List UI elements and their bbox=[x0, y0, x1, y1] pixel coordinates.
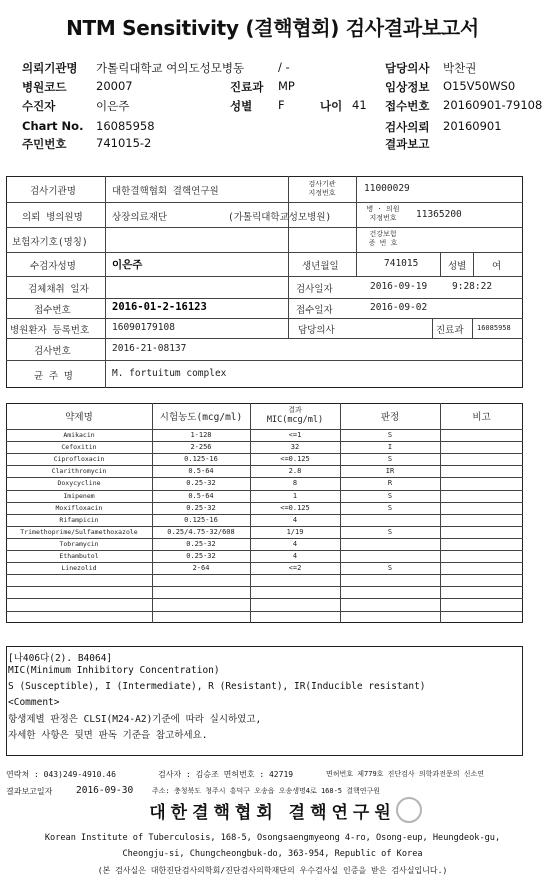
dept-value: MP bbox=[278, 79, 295, 93]
drug-row-judge: I bbox=[387, 443, 393, 452]
drug-row-mic: 4 bbox=[292, 515, 298, 524]
id-value: 741015-2 bbox=[96, 136, 152, 150]
drug-row-mic: 1/19 bbox=[286, 527, 304, 536]
chart-value: 16085958 bbox=[96, 119, 155, 133]
comment-line-5: 항생제별 판정은 CLSI(M24-A2)기준에 따라 실시하였고, bbox=[8, 714, 262, 725]
footer-report-date-label: 결과보고일자 bbox=[6, 787, 53, 796]
footer-disclaimer: (본 검사실은 대한진단검사의학회/진단검사의학재단의 우수검사실 인증을 받은 검사실입니다.) bbox=[97, 866, 448, 875]
doctor-value: 박찬권 bbox=[443, 61, 477, 75]
info-r5-label2: 검사일자 bbox=[296, 284, 333, 295]
info-r2-value-b: (가톨릭대학교성모병원) bbox=[228, 212, 332, 223]
drug-row-mic: <=0.125 bbox=[280, 455, 310, 464]
drug-row-line bbox=[6, 550, 523, 551]
clinic-label: 임상정보 bbox=[385, 80, 430, 94]
drug-row-drug: Rifampicin bbox=[59, 515, 99, 524]
info-r9-value: M. fortuitum complex bbox=[112, 368, 227, 379]
info-r2-label2b: 지정번호 bbox=[369, 214, 397, 222]
drug-header-note: 비고 bbox=[472, 412, 491, 423]
info-r7-label: 병원환자 등록번호 bbox=[10, 325, 90, 336]
doctor-label: 담당의사 bbox=[385, 61, 430, 75]
footer-examiner: 검사자 : 김승조 면허번호 : 42719 bbox=[158, 770, 294, 779]
drug-row-line bbox=[6, 453, 523, 454]
drug-row-conc: 0.25-32 bbox=[186, 479, 216, 488]
req-org-value: 가톨릭대학교 여의도성모병동 bbox=[96, 61, 245, 75]
footer-addr-en-1: Korean Institute of Tuberculosis, 168-5, Osongsaengmyeong 4-ro, Osong-eup, Heungdeok-gu, bbox=[44, 833, 501, 843]
patient-label: 수진자 bbox=[22, 99, 56, 113]
patient-value: 이은주 bbox=[96, 99, 130, 113]
drug-row-judge: S bbox=[387, 503, 393, 512]
comment-line-4: <Comment> bbox=[8, 697, 60, 708]
drug-row-line bbox=[6, 429, 523, 430]
info-r8-label: 검사번호 bbox=[34, 346, 71, 357]
req-date-value: 20160901 bbox=[443, 119, 502, 133]
drug-row-judge: IR bbox=[385, 467, 395, 476]
drug-row-drug: Doxycycline bbox=[57, 479, 101, 488]
comment-line-1: [나406다(2). B4064] bbox=[8, 653, 113, 664]
comment-line-2: MIC(Minimum Inhibitory Concentration) bbox=[8, 665, 220, 676]
drug-row-drug: Clarithromycin bbox=[51, 467, 107, 476]
comment-line-6: 자세한 사항은 뒷면 판독 기준을 참고하세요. bbox=[8, 730, 208, 741]
info-r4-label: 수검자성명 bbox=[30, 261, 76, 272]
chart-label: Chart No. bbox=[22, 119, 84, 133]
drug-row-drug: Linezolid bbox=[61, 564, 97, 573]
info-r8-value: 2016-21-08137 bbox=[112, 343, 187, 354]
info-r1-label2b: 지정번호 bbox=[308, 189, 336, 197]
drug-row-mic: 4 bbox=[292, 552, 298, 560]
drug-row-mic: <=0.125 bbox=[280, 503, 310, 512]
sex-value: F bbox=[278, 98, 285, 112]
drug-row-judge: S bbox=[387, 564, 393, 573]
footer-license: 면허번호 제779호 진단검사 의학과전문의 신소연 bbox=[326, 770, 484, 778]
info-r1-value: 대한결핵협회 결핵연구원 bbox=[112, 186, 219, 197]
age-label: 나이 bbox=[320, 99, 343, 113]
info-r4-label3: 성별 bbox=[448, 261, 467, 272]
receipt-label: 접수번호 bbox=[385, 99, 430, 113]
drug-row-mic: 2.8 bbox=[288, 467, 302, 476]
drug-row-mic: <=2 bbox=[288, 564, 302, 573]
drug-row-judge: R bbox=[387, 479, 393, 488]
id-label: 주민번호 bbox=[22, 137, 67, 151]
drug-row-conc: 1-128 bbox=[190, 431, 212, 439]
info-r1-label2a: 검사기관 bbox=[308, 180, 336, 188]
drug-row-conc: 0.5-64 bbox=[188, 491, 214, 500]
drug-header-conc: 시험농도(mcg/ml) bbox=[159, 412, 243, 423]
footer-report-date: 2016-09-30 bbox=[76, 785, 134, 796]
drug-row-line bbox=[6, 562, 523, 563]
info-r3-label2b: 증 번 호 bbox=[368, 239, 398, 247]
info-r2-value: 상장의료재단 bbox=[112, 212, 168, 223]
drug-row-drug: Trimethoprime/Sulfamethoxazole bbox=[20, 527, 138, 536]
info-r6-value2: 2016-09-02 bbox=[370, 302, 428, 313]
drug-row-line bbox=[6, 514, 523, 515]
hosp-code-label: 병원코드 bbox=[22, 80, 67, 94]
drug-row-conc: 0.125-16 bbox=[184, 515, 218, 524]
req-org-label: 의뢰기관명 bbox=[22, 61, 78, 75]
drug-row-conc: 0.125-16 bbox=[184, 455, 218, 464]
drug-row-mic: <=1 bbox=[288, 431, 302, 439]
drug-row-drug: Tobramycin bbox=[59, 539, 99, 548]
slash-value: / - bbox=[278, 60, 290, 74]
drug-header-judge: 판정 bbox=[380, 412, 400, 423]
footer-addr-en-2: Cheongju-si, Chungcheongbuk-do, 363-954, Republic of Korea bbox=[122, 849, 423, 859]
drug-row-line bbox=[6, 502, 523, 503]
info-r6-label2: 접수일자 bbox=[296, 305, 333, 316]
drug-row-line bbox=[6, 611, 523, 612]
drug-row-drug: Ethambutol bbox=[59, 552, 99, 560]
drug-row-line bbox=[6, 477, 523, 478]
official-seal bbox=[396, 797, 422, 823]
drug-row-judge: S bbox=[387, 527, 393, 536]
drug-row-judge: S bbox=[387, 431, 393, 439]
drug-row-conc: 0.25-32 bbox=[186, 539, 216, 548]
drug-row-drug: Ciprofloxacin bbox=[53, 455, 105, 464]
drug-row-mic: 1 bbox=[292, 491, 298, 500]
info-r9-label: 균 주 명 bbox=[34, 371, 73, 382]
info-r3-label: 보험자기호(명칭) bbox=[12, 237, 88, 248]
hosp-code-value: 20007 bbox=[96, 79, 133, 93]
drug-row-conc: 2-64 bbox=[192, 564, 210, 573]
dept-label: 진료과 bbox=[230, 80, 264, 94]
info-r4-label2: 생년월일 bbox=[302, 261, 339, 272]
info-r4-value: 이은주 bbox=[112, 259, 143, 271]
drug-row-line bbox=[6, 574, 523, 575]
drug-row-judge: S bbox=[387, 455, 393, 464]
report-title: NTM Sensitivity (결핵협회) 검사결과보고서 bbox=[66, 16, 479, 40]
req-date-label: 검사의뢰 bbox=[385, 120, 430, 134]
drug-row-conc: 0.5-64 bbox=[188, 467, 214, 476]
info-r2-value2: 11365200 bbox=[416, 209, 462, 220]
drug-header-mic-b: MIC(mcg/ml) bbox=[266, 415, 324, 425]
drug-header-name: 약제명 bbox=[65, 412, 93, 423]
drug-row-mic: 8 bbox=[292, 479, 298, 488]
info-r7-label3: 진료과 bbox=[436, 325, 464, 336]
age-value: 41 bbox=[352, 98, 367, 112]
drug-row-line bbox=[6, 526, 523, 527]
info-r7-value: 16090179108 bbox=[112, 322, 175, 333]
info-r7-value3: 16085958 bbox=[477, 324, 511, 332]
clinic-value: O15V50WS0 bbox=[443, 79, 516, 93]
drug-header-mic-a: 결과 bbox=[288, 406, 302, 414]
info-r5-label: 검체채취 일자 bbox=[28, 284, 89, 295]
drug-row-mic: 32 bbox=[290, 443, 300, 452]
info-r4-value3: 여 bbox=[492, 261, 502, 272]
info-r2-label: 의뢰 병의원명 bbox=[22, 212, 83, 223]
drug-row-line bbox=[6, 586, 523, 587]
drug-row-line bbox=[6, 490, 523, 491]
receipt-value: 20160901-79108 bbox=[443, 98, 543, 112]
drug-row-drug: Amikacin bbox=[63, 431, 95, 439]
info-r4-value2: 741015 bbox=[384, 258, 419, 269]
drug-row-line bbox=[6, 538, 523, 539]
drug-row-conc: 0.25-32 bbox=[186, 503, 216, 512]
info-r3-label2a: 건강보험 bbox=[369, 230, 397, 238]
footer-address-kr: 주소: 충청북도 청주시 흥덕구 오송읍 오송생명4로 168-5 결핵연구원 bbox=[152, 787, 381, 795]
info-r5-value2b: 9:28:22 bbox=[452, 281, 493, 292]
drug-row-line bbox=[6, 465, 523, 466]
sex-label: 성별 bbox=[230, 99, 253, 113]
footer-org-name: 대한결핵협회 결핵연구원 bbox=[149, 803, 396, 823]
drug-row-conc: 0.25/4.75-32/608 bbox=[167, 527, 235, 536]
report-label: 결과보고 bbox=[385, 137, 430, 151]
comment-line-3: S (Susceptible), I (Intermediate), R (Resistant), IR(Inducible resistant) bbox=[8, 681, 426, 692]
info-r5-value2: 2016-09-19 bbox=[370, 281, 428, 292]
info-r1-value2: 11000029 bbox=[364, 183, 410, 194]
drug-row-mic: 4 bbox=[292, 539, 298, 548]
drug-row-line bbox=[6, 598, 523, 599]
info-r1-label: 검사기관명 bbox=[30, 186, 76, 197]
drug-row-line bbox=[6, 441, 523, 442]
info-r6-label: 접수번호 bbox=[34, 305, 71, 316]
footer-contact: 연락처 : 043)249-4910.46 bbox=[6, 770, 116, 779]
drug-row-conc: 0.25-32 bbox=[186, 552, 216, 560]
drug-row-drug: Cefoxitin bbox=[61, 443, 97, 452]
info-r6-value: 2016-01-2-16123 bbox=[112, 301, 207, 313]
drug-row-conc: 2-256 bbox=[190, 443, 212, 452]
info-r7-label2: 담당의사 bbox=[298, 325, 335, 336]
drug-row-drug: Moxifloxacin bbox=[55, 503, 103, 512]
info-r2-label2a: 병 · 의원 bbox=[366, 205, 400, 213]
drug-row-drug: Imipenem bbox=[63, 491, 95, 500]
drug-row-judge: S bbox=[387, 491, 393, 500]
